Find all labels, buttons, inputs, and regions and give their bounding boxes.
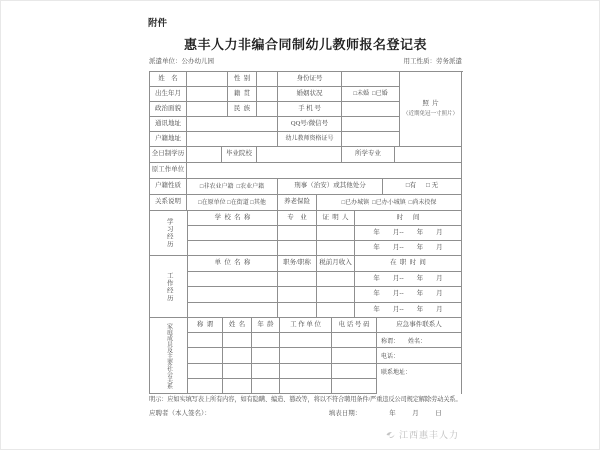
hukou-type-checkboxes: □非农业户籍 □农业户籍 <box>187 179 278 195</box>
hukou-type-label: 户籍性质 <box>150 179 187 195</box>
emergency-contact-header: 应急事件联系人 <box>377 318 462 333</box>
fill-date-label: 填表日期： <box>328 410 362 417</box>
family-name-input-cell <box>223 364 252 379</box>
previous-employer-input-cell <box>187 163 462 179</box>
photo-title: 照 片 <box>422 100 439 107</box>
family-employer-header: 工 作 单 位 <box>280 318 332 333</box>
family-age-input-cell <box>252 364 280 379</box>
id-number-input-cell <box>342 72 400 87</box>
relationship-label: 关系说明 <box>150 195 187 211</box>
employer-name-input-cell <box>188 303 278 319</box>
tenure-time-blanks: 年 月-- 年 月 <box>355 287 462 303</box>
company-logo-text: 江西惠丰人力 <box>399 430 460 440</box>
household-address-input-cell <box>187 132 278 147</box>
study-time-blanks: 年 月-- 年 月 <box>355 226 462 241</box>
family-name-header: 姓 名 <box>223 318 252 333</box>
native-place-label: 籍 贯 <box>228 87 257 102</box>
family-name-input-cell <box>223 348 252 363</box>
position-input-cell <box>278 303 317 319</box>
applicant-signature-label: 应聘者（本人签名）： <box>149 410 211 417</box>
teacher-cert-input-cell <box>342 132 400 147</box>
school-name-header: 学 校 名 称 <box>188 211 278 226</box>
family-employer-input-cell <box>280 348 332 363</box>
family-age-header: 年 龄 <box>252 318 280 333</box>
criminal-penalty-checkboxes: □有 □ 无 <box>383 179 462 195</box>
family-relation-header: 称 谓 <box>188 318 223 333</box>
emergency-phone-line: 电话： <box>377 348 461 363</box>
witness-input-cell <box>317 226 355 241</box>
school-name-input-cell <box>188 226 278 241</box>
income-input-cell <box>317 272 355 288</box>
photo-box <box>400 72 462 147</box>
study-major-input-cell <box>278 241 317 256</box>
company-logo-icon <box>385 429 396 440</box>
relationship-checkboxes: □在原单位 □在街道 □其他 <box>187 195 278 211</box>
study-history-section-label: 学习经历 <box>150 211 188 256</box>
qq-wechat-input-cell <box>342 117 400 132</box>
family-relation-input-cell <box>188 379 223 394</box>
teacher-cert-label: 幼儿教师资格证号 <box>278 132 342 147</box>
family-relation-input-cell <box>188 348 223 363</box>
attachment-label: 附件 <box>148 19 168 29</box>
id-number-label: 身份证号 <box>278 72 342 87</box>
tenure-time-blanks: 年 月-- 年 月 <box>355 303 462 319</box>
photo-note: （近期免冠一寸照片） <box>402 110 458 117</box>
family-section-label: 家庭成员及主要社会关系 <box>150 318 188 394</box>
name-input-cell <box>187 72 228 87</box>
major-input-cell <box>395 147 462 163</box>
witness-input-cell <box>317 241 355 256</box>
income-input-cell <box>317 303 355 319</box>
employment-nature: 用工性质：劳务派遣 <box>403 58 462 65</box>
employer-name-input-cell <box>188 287 278 303</box>
marital-checkboxes: □未婚 □已婚 <box>342 87 400 102</box>
education-input-cell <box>187 147 222 163</box>
emergency-relation-name-line: 称谓： 姓名： <box>377 333 461 348</box>
name-label: 姓 名 <box>150 72 187 87</box>
signature-row <box>149 408 462 417</box>
native-place-input-cell <box>257 87 278 102</box>
family-employer-input-cell <box>280 364 332 379</box>
qq-wechat-label: QQ号/微信号 <box>278 117 342 132</box>
family-phone-header: 电 话 号 码 <box>332 318 377 333</box>
previous-employer-label: 原工作单位 <box>150 163 187 179</box>
family-relation-input-cell <box>188 333 223 348</box>
family-name-input-cell <box>223 379 252 394</box>
study-time-blanks: 年 月-- 年 月 <box>355 241 462 256</box>
form-title: 惠丰人力非编合同制幼儿教师报名登记表 <box>183 37 427 52</box>
family-employer-input-cell <box>280 379 332 394</box>
position-input-cell <box>278 287 317 303</box>
school-name-input-cell <box>188 241 278 256</box>
family-age-input-cell <box>252 348 280 363</box>
family-age-input-cell <box>252 379 280 394</box>
mobile-label: 手 机 号 <box>278 102 342 117</box>
family-phone-input-cell <box>332 379 377 394</box>
mobile-input-cell <box>342 102 400 117</box>
college-label: 毕业院校 <box>222 147 257 163</box>
emergency-contact-box <box>377 333 462 394</box>
mailing-address-input-cell <box>187 117 278 132</box>
family-relation-input-cell <box>188 364 223 379</box>
tenure-time-blanks: 年 月-- 年 月 <box>355 272 462 288</box>
mailing-address-label: 通讯地址 <box>150 117 187 132</box>
birth-input-cell <box>187 87 228 102</box>
position-header: 职务/职称 <box>278 256 317 272</box>
income-input-cell <box>317 287 355 303</box>
family-employer-input-cell <box>280 333 332 348</box>
major-label: 所学专业 <box>342 147 395 163</box>
truthfulness-notice: 明示：应如实填写表上所有内容，如有隐瞒、编造、篡改等，将以不符合聘用条件/严重违反公司规定解除劳动关系。 <box>149 396 462 403</box>
tenure-header: 在 职 时 间 <box>355 256 462 272</box>
study-major-header: 专 业 <box>278 211 317 226</box>
work-history-section-label: 工作经历 <box>150 256 188 318</box>
employer-name-input-cell <box>188 272 278 288</box>
employer-name-header: 单 位 名 称 <box>188 256 278 272</box>
family-phone-input-cell <box>332 364 377 379</box>
birth-label: 出生年月 <box>150 87 187 102</box>
family-phone-input-cell <box>332 348 377 363</box>
education-label: 全日制学历 <box>150 147 187 163</box>
marital-label: 婚姻状况 <box>278 87 342 102</box>
gender-label: 性 别 <box>228 72 257 87</box>
income-header: 税前月收入 <box>317 256 355 272</box>
household-address-label: 户籍地址 <box>150 132 187 147</box>
ethnicity-input-cell <box>257 102 278 117</box>
study-major-input-cell <box>278 226 317 241</box>
fill-date-blanks: 年 月 日 <box>389 410 444 417</box>
criminal-penalty-label: 刑事（治安）或其他处分 <box>278 179 383 195</box>
college-input-cell <box>257 147 342 163</box>
family-name-input-cell <box>223 333 252 348</box>
political-label: 政治面貌 <box>150 102 187 117</box>
gender-input-cell <box>257 72 278 87</box>
ethnicity-label: 民 族 <box>228 102 257 117</box>
company-watermark <box>385 428 459 441</box>
political-input-cell <box>187 102 228 117</box>
witness-header: 证 明 人 <box>317 211 355 226</box>
dispatch-unit: 派遣单位：公办幼儿园 <box>149 58 214 65</box>
study-time-header: 时 间 <box>355 211 462 226</box>
family-age-input-cell <box>252 333 280 348</box>
position-input-cell <box>278 272 317 288</box>
pension-checkboxes: □已办城镇 □已办小城镇 □尚未投保 <box>317 195 462 211</box>
pension-label: 养老保险 <box>278 195 317 211</box>
family-phone-input-cell <box>332 333 377 348</box>
emergency-address-line: 联系地址： <box>381 369 412 376</box>
registration-table <box>149 71 463 394</box>
